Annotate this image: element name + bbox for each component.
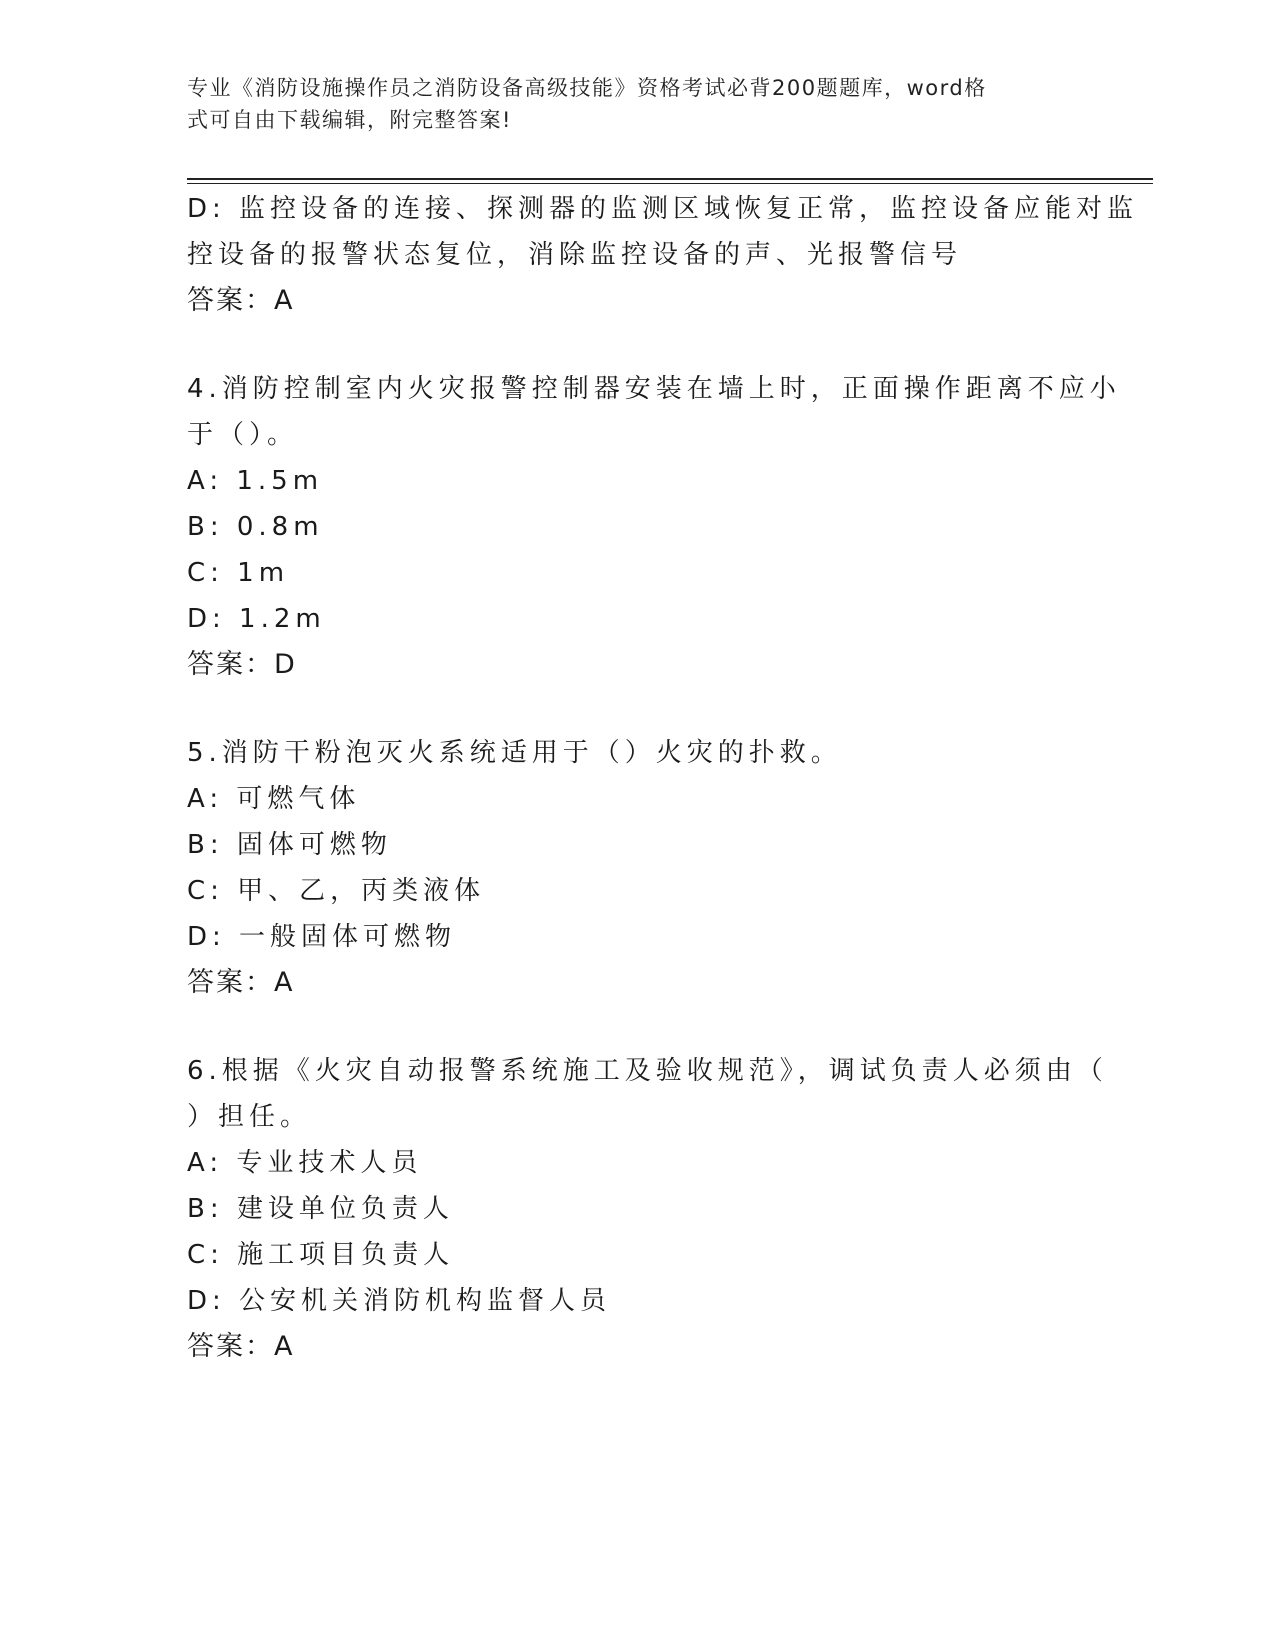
q5-option-c: C: 甲、乙，丙类液体	[187, 876, 486, 906]
q5-option-a: A: 可燃气体	[187, 784, 361, 814]
q4-option-a: A: 1.5m	[187, 466, 324, 496]
header-rule-thin	[187, 183, 1153, 184]
spacer	[187, 324, 1087, 366]
q4-stem-line-2: 于（）。	[187, 420, 299, 450]
header-line-1: 专业《消防设施操作员之消防设备高级技能》资格考试必背200题题库，word格	[187, 76, 987, 100]
header-rule-thick	[187, 178, 1153, 180]
q4-option-d: D: 1.2m	[187, 604, 326, 634]
q5-option-b: B: 固体可燃物	[187, 830, 392, 860]
question-content	[187, 186, 1139, 1370]
q5-answer: 答案：A	[187, 967, 295, 998]
spacer	[187, 688, 1087, 730]
q5-option-d: D: 一般固体可燃物	[187, 922, 457, 952]
q3-option-d-line-2: 控设备的报警状态复位，消除监控设备的声、光报警信号	[187, 240, 963, 270]
q6-option-a: A: 专业技术人员	[187, 1148, 423, 1178]
q6-option-c: C: 施工项目负责人	[187, 1240, 455, 1270]
spacer	[187, 1006, 1087, 1048]
q4-option-c: C: 1m	[187, 558, 290, 588]
q6-option-d: D: 公安机关消防机构监督人员	[187, 1286, 612, 1316]
document-header	[187, 72, 1067, 136]
q6-stem-line-2: ）担任。	[187, 1102, 312, 1132]
q4-stem-line-1: 4.消防控制室内火灾报警控制器安装在墙上时，正面操作距离不应小	[187, 374, 1121, 404]
question-5	[187, 730, 1087, 1006]
question-6	[187, 1048, 1108, 1370]
header-line-2: 式可自由下载编辑，附完整答案!	[187, 108, 512, 132]
q5-stem-line-1: 5.消防干粉泡灭火系统适用于（）火灾的扑救。	[187, 738, 842, 768]
q6-stem-line-1: 6.根据《火灾自动报警系统施工及验收规范》，调试负责人必须由（	[187, 1056, 1108, 1086]
question-4	[187, 366, 1121, 688]
q4-answer: 答案：D	[187, 649, 297, 680]
q6-option-b: B: 建设单位负责人	[187, 1194, 454, 1224]
q3-option-d-line-1: D: 监控设备的连接、探测器的监测区域恢复正常，监控设备应能对监	[187, 194, 1139, 224]
q3-answer: 答案：A	[187, 285, 295, 316]
q6-answer: 答案：A	[187, 1331, 295, 1362]
q4-option-b: B: 0.8m	[187, 512, 324, 542]
